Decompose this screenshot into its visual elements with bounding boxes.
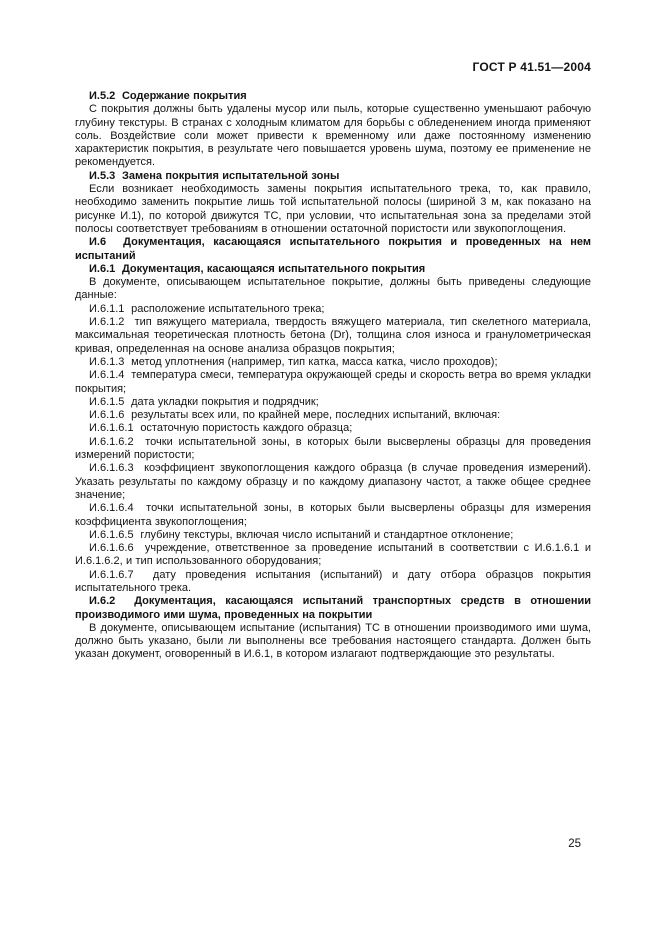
paragraph: В документе, описывающем испытательное покрытие, должны быть приведены следующие данные: bbox=[75, 276, 591, 302]
clause-item-i613: И.6.1.3 метод уплотнения (например, тип катка, масса катка, число проходов); bbox=[89, 355, 498, 368]
running-header-standard-code: ГОСТ Р 41.51—2004 bbox=[472, 60, 591, 74]
paragraph: В документе, описывающем испытание (испытания) ТС в отношении производимого ими шума, должно быть указано, были ли выполнены все требования настоящего стандарта. Должен быть указан документ, оговоренный в И.6.1, в котором излагают подтверждающие это результаты. bbox=[75, 621, 591, 661]
clause-item-i616: И.6.1.6 результаты всех или, по крайней мере, последних испытаний, включая: bbox=[89, 409, 501, 422]
clause-item-i6163: И.6.1.6.3 коэффициент звукопоглощения каждого образца (в случае проведения измерений). Указать результаты по каждому образцу и по каждому диапазону частот, а также общее среднее значение; bbox=[75, 462, 591, 501]
clause-item-i6161: И.6.1.6.1 остаточную пористость каждого образца; bbox=[89, 422, 353, 435]
page-number: 25 bbox=[568, 838, 581, 850]
clause-item-i6167: И.6.1.6.7 дату проведения испытания (испытаний) и дату отбора образцов покрытия испытательного трека. bbox=[75, 568, 591, 594]
clause-item-i6164: И.6.1.6.4 точки испытательной зоны, в которых были высверлены образцы для измерения коэффициента звукопоглощения; bbox=[75, 502, 591, 528]
clause-heading-i53: И.5.3 Замена покрытия испытательной зоны bbox=[89, 169, 340, 182]
clause-item-i6165: И.6.1.6.5 глубину текстуры, включая число испытаний и стандартное отклонение; bbox=[89, 528, 514, 541]
document-body bbox=[75, 90, 591, 662]
clause-item-i611: И.6.1.1 расположение испытательного трека; bbox=[89, 302, 325, 315]
clause-heading-i52: И.5.2 Содержание покрытия bbox=[89, 90, 247, 102]
clause-heading-i62: И.6.2 Документация, касающаяся испытаний транспортных средств в отношении производимого ими шума, проведенных на покрытии bbox=[75, 595, 591, 621]
clause-item-i614: И.6.1.4 температура смеси, температура окружающей среды и скорость ветра во время укладки покрытия; bbox=[75, 369, 591, 395]
clause-item-i6162: И.6.1.6.2 точки испытательной зоны, в которых были высверлены образцы для проведения измерений пористости; bbox=[75, 435, 591, 462]
clause-heading-i61: И.6.1 Документация, касающаяся испытательного покрытия bbox=[89, 262, 426, 275]
clause-heading-i6: И.6 Документация, касающаяся испытательного покрытия и проведенных на нем испытаний bbox=[75, 236, 591, 262]
clause-item-i615: И.6.1.5 дата укладки покрытия и подрядчик; bbox=[89, 395, 319, 408]
paragraph: С покрытия должны быть удалены мусор или пыль, которые существенно уменьшают рабочую глубину текстуры. В странах с холодным климатом для борьбы с обледенением иногда применяют соль. Воздействие соли может привести к временному или даже постоянному изменению характеристик покрытия, в результате чего повышается уровень шума, поэтому ее применение не рекомендуется. bbox=[75, 103, 591, 169]
clause-item-i6166: И.6.1.6.6 учреждение, ответственное за проведение испытаний в соответствии с И.6.1.6.1 и И.6.1.6.2, и тип использованного оборудования; bbox=[75, 542, 591, 568]
clause-item-i612: И.6.1.2 тип вяжущего материала, твердость вяжущего материала, тип скелетного материала, максимальная теоретическая плотность бетона (Dr), толщина слоя износа и гранулометрическая кривая, определенная на основе анализа образцов покрытия; bbox=[75, 316, 591, 355]
paragraph: Если возникает необходимость замены покрытия испытательного трека, то, как правило, необходимо заменить покрытие лишь той испытательной полосы (шириной 3 м, как показано на рисунке И.1), по которой движутся ТС, при условии, что испытательная зона за пределами этой полосы соответствует требованиям в отношении остаточной пористости или звукопоглощения. bbox=[75, 183, 591, 235]
